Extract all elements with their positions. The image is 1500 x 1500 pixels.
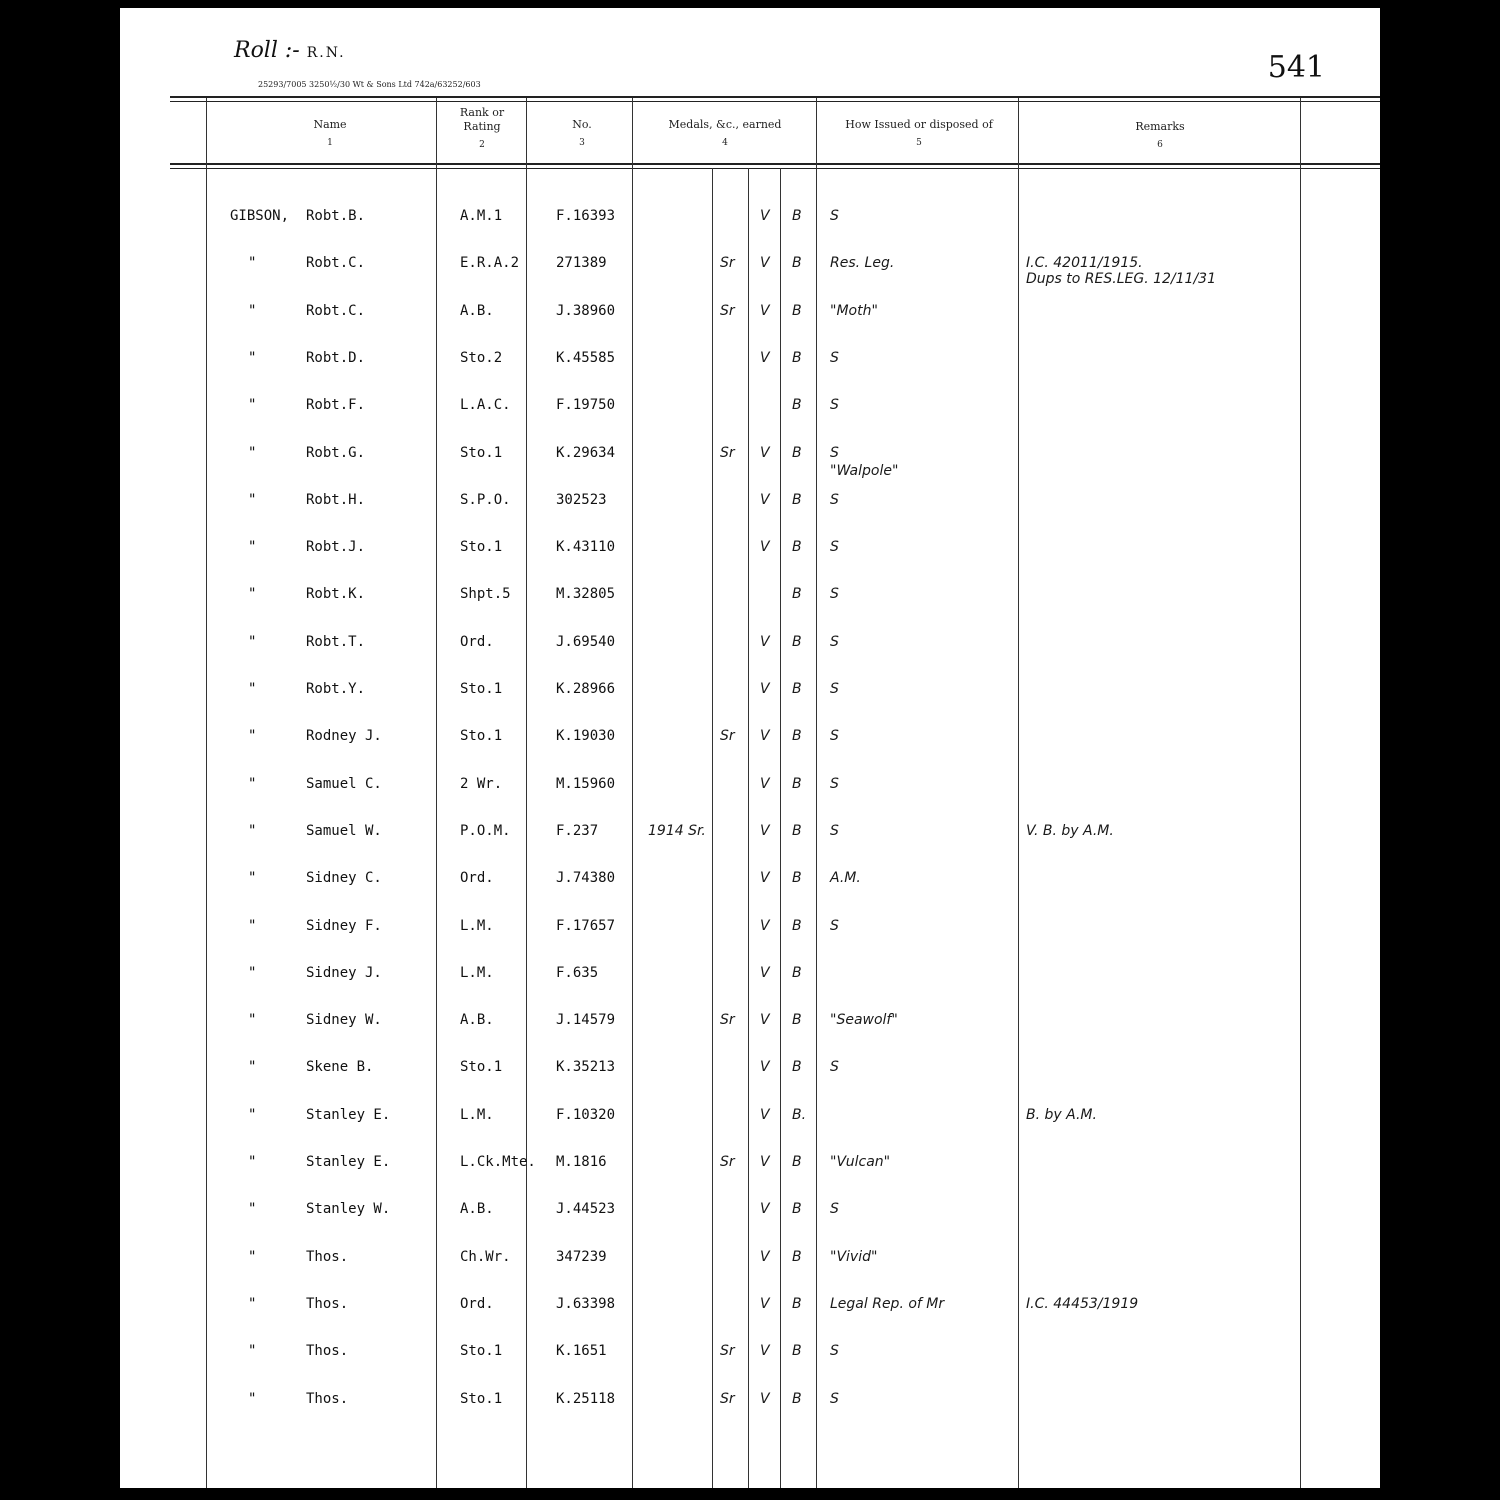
remarks-cell: V. B. by A.M. xyxy=(1026,822,1114,839)
roll-label: Roll :- xyxy=(234,38,300,63)
service-number-cell: K.43110 xyxy=(556,539,616,556)
issued-cell: S xyxy=(830,917,839,934)
table-row xyxy=(120,397,1380,427)
ditto-mark: " xyxy=(248,349,257,366)
given-name-cell: Skene B. xyxy=(306,1059,374,1076)
rank-cell: Sto.1 xyxy=(460,539,503,556)
given-name-cell: Rodney J. xyxy=(306,728,382,745)
ditto-mark: " xyxy=(248,1390,257,1407)
ditto-mark: " xyxy=(248,964,257,981)
victory-medal-cell: V xyxy=(760,681,770,697)
table-row xyxy=(120,1107,1380,1137)
service-number-cell: F.19750 xyxy=(556,397,616,414)
service-number-cell: K.19030 xyxy=(556,728,616,745)
rank-cell: Sto.1 xyxy=(460,728,503,745)
ditto-mark: " xyxy=(248,775,257,792)
victory-medal-cell: V xyxy=(760,1059,770,1076)
star-medal-cell: Sr xyxy=(720,302,735,319)
issued-cell: S xyxy=(830,1059,839,1076)
star-medal-cell: Sr xyxy=(720,1012,735,1029)
col-header-issued: How Issued or disposed of 5 xyxy=(845,118,993,148)
victory-medal-cell: V xyxy=(760,1012,770,1029)
table-row xyxy=(120,1391,1380,1421)
victory-medal-cell: V xyxy=(760,1390,770,1407)
ditto-mark: " xyxy=(248,1343,257,1360)
table-row xyxy=(120,1154,1380,1184)
table-row xyxy=(120,586,1380,616)
service-number-cell: K.29634 xyxy=(556,444,616,461)
service-number-cell: F.10320 xyxy=(556,1106,616,1123)
table-row xyxy=(120,823,1380,853)
rank-cell: Ord. xyxy=(460,633,494,650)
victory-medal-cell: V xyxy=(760,1343,770,1360)
rank-cell: Ch.Wr. xyxy=(460,1248,511,1265)
service-number-cell: K.25118 xyxy=(556,1390,616,1407)
roll-sheet xyxy=(120,8,1380,1488)
given-name-cell: Samuel C. xyxy=(306,775,382,792)
table-row xyxy=(120,776,1380,806)
rank-cell: P.O.M. xyxy=(460,822,511,839)
victory-medal-cell: V xyxy=(760,491,770,508)
given-name-cell: Robt.C. xyxy=(306,302,366,319)
victory-medal-cell: V xyxy=(760,1295,770,1312)
table-row xyxy=(120,1249,1380,1279)
ditto-mark: " xyxy=(248,870,257,887)
issued-cell: S xyxy=(830,586,839,603)
given-name-cell: Thos. xyxy=(306,1295,349,1312)
table-row xyxy=(120,681,1380,711)
service-number-cell: K.28966 xyxy=(556,681,616,697)
rank-cell: L.M. xyxy=(460,964,494,981)
british-medal-cell: B. xyxy=(792,1106,807,1123)
british-medal-cell: B xyxy=(792,1012,802,1029)
table-row xyxy=(120,303,1380,333)
british-medal-cell: B xyxy=(792,1201,802,1218)
issued-cell: S xyxy=(830,349,839,366)
issued-cell: S xyxy=(830,444,839,461)
british-medal-cell: B xyxy=(792,964,802,981)
issued-cell: "Vivid" xyxy=(830,1248,878,1265)
given-name-cell: Stanley E. xyxy=(306,1106,391,1123)
rank-cell: A.B. xyxy=(460,1201,494,1218)
rank-cell: L.A.C. xyxy=(460,397,511,414)
given-name-cell: Thos. xyxy=(306,1343,349,1360)
victory-medal-cell: V xyxy=(760,302,770,319)
british-medal-cell: B xyxy=(792,1248,802,1265)
issued-cell: S xyxy=(830,1201,839,1218)
ditto-mark: " xyxy=(248,302,257,319)
ditto-mark: " xyxy=(248,1106,257,1123)
rank-cell: Sto.1 xyxy=(460,1059,503,1076)
victory-medal-cell: V xyxy=(760,1248,770,1265)
british-medal-cell: B xyxy=(792,397,802,414)
victory-medal-cell: V xyxy=(760,208,770,224)
victory-medal-cell: V xyxy=(760,444,770,461)
given-name-cell: Thos. xyxy=(306,1390,349,1407)
british-medal-cell: B xyxy=(792,208,802,224)
ditto-mark: " xyxy=(248,822,257,839)
issued-cell: S xyxy=(830,728,839,745)
table-row xyxy=(120,870,1380,900)
given-name-cell: Sidney W. xyxy=(306,1012,382,1029)
remarks-cell: B. by A.M. xyxy=(1026,1106,1097,1123)
col-header-name: Name 1 xyxy=(313,118,347,148)
given-name-cell: Samuel W. xyxy=(306,822,382,839)
rank-cell: A.B. xyxy=(460,302,494,319)
british-medal-cell: B xyxy=(792,1390,802,1407)
british-medal-cell: B xyxy=(792,1295,802,1312)
star-medal-cell: Sr xyxy=(720,1390,735,1407)
ditto-mark: " xyxy=(248,444,257,461)
service-number-cell: M.1816 xyxy=(556,1154,607,1170)
service-number-cell: K.1651 xyxy=(556,1343,607,1360)
star-medal-cell: Sr xyxy=(720,444,735,461)
british-medal-cell: B xyxy=(792,775,802,792)
service-number-cell: M.32805 xyxy=(556,586,616,603)
service-number-cell: J.14579 xyxy=(556,1012,616,1029)
british-medal-cell: B xyxy=(792,586,802,603)
service-number-cell: J.74380 xyxy=(556,870,616,887)
ditto-mark: " xyxy=(248,1201,257,1218)
star-medal-cell: Sr xyxy=(720,1343,735,1360)
rank-cell: 2 Wr. xyxy=(460,775,503,792)
remarks-cell: I.C. 44453/1919 xyxy=(1026,1295,1139,1312)
rank-cell: L.M. xyxy=(460,917,494,934)
service-number-cell: F.635 xyxy=(556,964,599,981)
british-medal-cell: B xyxy=(792,491,802,508)
service-number-cell: K.45585 xyxy=(556,349,616,366)
col-header-medals: Medals, &c., earned 4 xyxy=(668,118,782,148)
issued-cell: S xyxy=(830,1390,839,1407)
table-row xyxy=(120,1343,1380,1373)
service-number-cell: 347239 xyxy=(556,1248,607,1265)
british-medal-cell: B xyxy=(792,728,802,745)
rank-cell: E.R.A.2 xyxy=(460,255,520,272)
table-row xyxy=(120,1296,1380,1326)
table-row xyxy=(120,634,1380,664)
page-number: 541 xyxy=(1267,50,1325,85)
given-name-cell: Robt.F. xyxy=(306,397,366,414)
given-name-cell: Robt.T. xyxy=(306,633,366,650)
medal-1914-cell: 1914 Sr. xyxy=(648,822,706,839)
table-row xyxy=(120,1012,1380,1042)
rank-cell: A.B. xyxy=(460,1012,494,1029)
given-name-cell: Stanley W. xyxy=(306,1201,391,1218)
ditto-mark: " xyxy=(248,1154,257,1170)
british-medal-cell: B xyxy=(792,349,802,366)
british-medal-cell: B xyxy=(792,1343,802,1360)
star-medal-cell: Sr xyxy=(720,1154,735,1170)
remarks-cell: I.C. 42011/1915. xyxy=(1026,255,1143,272)
given-name-cell: Robt.H. xyxy=(306,491,366,508)
table-row xyxy=(120,728,1380,758)
issued-cell: S xyxy=(830,491,839,508)
given-name-cell: Robt.G. xyxy=(306,444,366,461)
ditto-mark: " xyxy=(248,1012,257,1029)
rank-cell: L.M. xyxy=(460,1106,494,1123)
col-header-number: No. 3 xyxy=(572,118,592,148)
service-number-cell: F.237 xyxy=(556,822,599,839)
ditto-mark: " xyxy=(248,397,257,414)
issued-cell: "Vulcan" xyxy=(830,1154,891,1170)
ditto-mark: " xyxy=(248,255,257,272)
star-medal-cell: Sr xyxy=(720,728,735,745)
star-medal-cell: Sr xyxy=(720,255,735,272)
british-medal-cell: B xyxy=(792,539,802,556)
issued-cell: S xyxy=(830,822,839,839)
given-name-cell: Robt.C. xyxy=(306,255,366,272)
ditto-mark: " xyxy=(248,728,257,745)
table-row xyxy=(120,965,1380,995)
printer-imprint: 25293/7005 3250½/30 Wt & Sons Ltd 742a/63252/603 xyxy=(258,80,481,89)
table-row xyxy=(120,350,1380,380)
issued-cell: S xyxy=(830,681,839,697)
ditto-mark: " xyxy=(248,1295,257,1312)
rank-cell: Ord. xyxy=(460,1295,494,1312)
service-number-cell: F.17657 xyxy=(556,917,616,934)
issued-cell: S xyxy=(830,397,839,414)
british-medal-cell: B xyxy=(792,870,802,887)
roll-entries xyxy=(120,8,1380,1488)
ditto-mark: " xyxy=(248,586,257,603)
ditto-mark: " xyxy=(248,681,257,697)
ditto-mark: " xyxy=(248,491,257,508)
table-row xyxy=(120,208,1380,238)
victory-medal-cell: V xyxy=(760,964,770,981)
british-medal-cell: B xyxy=(792,822,802,839)
victory-medal-cell: V xyxy=(760,539,770,556)
victory-medal-cell: V xyxy=(760,1106,770,1123)
rank-cell: Shpt.5 xyxy=(460,586,511,603)
victory-medal-cell: V xyxy=(760,349,770,366)
service-number-cell: F.16393 xyxy=(556,208,616,224)
remarks-cell-second-line: Dups to RES.LEG. 12/11/31 xyxy=(1026,271,1216,288)
col-header-rank: Rank or Rating 2 xyxy=(459,106,505,150)
issued-cell: "Seawolf" xyxy=(830,1012,898,1029)
service-number-cell: M.15960 xyxy=(556,775,616,792)
issued-cell: S xyxy=(830,633,839,650)
col-header-remarks: Remarks 6 xyxy=(1135,120,1185,150)
service-number-cell: 302523 xyxy=(556,491,607,508)
rank-cell: Sto.1 xyxy=(460,681,503,697)
ditto-mark: " xyxy=(248,633,257,650)
given-name-cell: Stanley E. xyxy=(306,1154,391,1170)
british-medal-cell: B xyxy=(792,255,802,272)
issued-cell: Res. Leg. xyxy=(830,255,895,272)
british-medal-cell: B xyxy=(792,633,802,650)
victory-medal-cell: V xyxy=(760,728,770,745)
given-name-cell: Robt.J. xyxy=(306,539,366,556)
ditto-mark: " xyxy=(248,1248,257,1265)
service-number-cell: 271389 xyxy=(556,255,607,272)
given-name-cell: Sidney C. xyxy=(306,870,382,887)
issued-cell: A.M. xyxy=(830,870,861,887)
victory-medal-cell: V xyxy=(760,1154,770,1170)
issued-cell: S xyxy=(830,208,839,224)
rank-cell: Sto.1 xyxy=(460,1390,503,1407)
service-number-cell: K.35213 xyxy=(556,1059,616,1076)
given-name-cell: Thos. xyxy=(306,1248,349,1265)
rank-cell: Sto.1 xyxy=(460,444,503,461)
rank-cell: Sto.2 xyxy=(460,349,503,366)
issued-cell: S xyxy=(830,775,839,792)
british-medal-cell: B xyxy=(792,444,802,461)
rank-cell: Ord. xyxy=(460,870,494,887)
surname-cell: GIBSON, xyxy=(230,208,290,224)
table-row xyxy=(120,1201,1380,1231)
british-medal-cell: B xyxy=(792,302,802,319)
issued-cell: "Moth" xyxy=(830,302,878,319)
british-medal-cell: B xyxy=(792,917,802,934)
rank-cell: Sto.1 xyxy=(460,1343,503,1360)
service-number-cell: J.38960 xyxy=(556,302,616,319)
table-row xyxy=(120,492,1380,522)
issued-cell: S xyxy=(830,539,839,556)
table-row xyxy=(120,918,1380,948)
given-name-cell: Robt.K. xyxy=(306,586,366,603)
table-row xyxy=(120,444,1380,479)
victory-medal-cell: V xyxy=(760,633,770,650)
table-row xyxy=(120,1059,1380,1089)
victory-medal-cell: V xyxy=(760,1201,770,1218)
given-name-cell: Sidney J. xyxy=(306,964,382,981)
victory-medal-cell: V xyxy=(760,255,770,272)
rank-cell: S.P.O. xyxy=(460,491,511,508)
rank-cell: A.M.1 xyxy=(460,208,503,224)
issued-cell-second-line: "Walpole" xyxy=(830,462,899,479)
british-medal-cell: B xyxy=(792,681,802,697)
rank-cell: L.Ck.Mte. xyxy=(460,1154,536,1170)
given-name-cell: Sidney F. xyxy=(306,917,382,934)
given-name-cell: Robt.B. xyxy=(306,208,366,224)
service-number-cell: J.63398 xyxy=(556,1295,616,1312)
given-name-cell: Robt.Y. xyxy=(306,681,366,697)
service-number-cell: J.44523 xyxy=(556,1201,616,1218)
victory-medal-cell: V xyxy=(760,775,770,792)
ditto-mark: " xyxy=(248,917,257,934)
table-row xyxy=(120,539,1380,569)
service-number-cell: J.69540 xyxy=(556,633,616,650)
table-row xyxy=(120,255,1380,288)
victory-medal-cell: V xyxy=(760,917,770,934)
ditto-mark: " xyxy=(248,539,257,556)
british-medal-cell: B xyxy=(792,1154,802,1170)
issued-cell: S xyxy=(830,1343,839,1360)
victory-medal-cell: V xyxy=(760,870,770,887)
given-name-cell: Robt.D. xyxy=(306,349,366,366)
ditto-mark: " xyxy=(248,1059,257,1076)
issued-cell: Legal Rep. of Mr xyxy=(830,1295,945,1312)
roll-suffix: R.N. xyxy=(306,45,346,61)
british-medal-cell: B xyxy=(792,1059,802,1076)
victory-medal-cell: V xyxy=(760,822,770,839)
